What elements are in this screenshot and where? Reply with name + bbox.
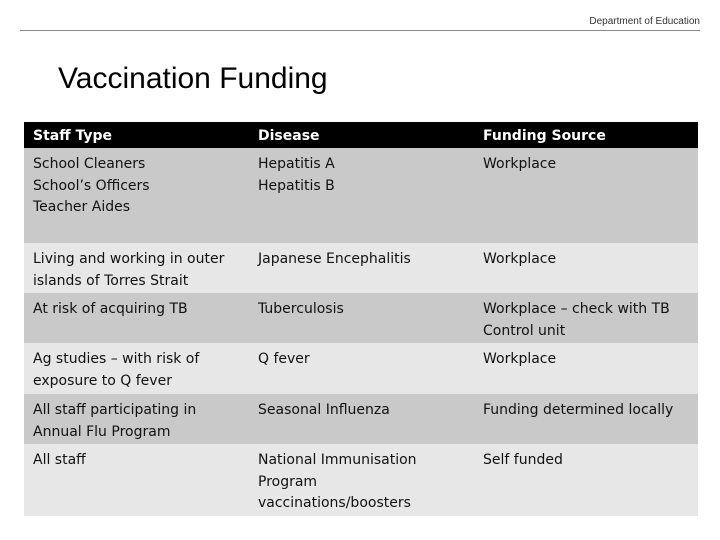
disease-cell: Hepatitis A Hepatitis B <box>249 148 474 243</box>
column-header-funding-source: Funding Source <box>474 122 698 148</box>
page-title: Vaccination Funding <box>58 62 328 95</box>
table-row <box>24 394 698 444</box>
table-row <box>24 444 698 516</box>
header-rule <box>20 30 700 31</box>
column-header-disease: Disease <box>249 122 474 148</box>
disease-cell: Seasonal Influenza <box>249 394 474 444</box>
table-row <box>24 293 698 343</box>
table-header-row <box>24 122 698 148</box>
staff-type-cell: School Cleaners School’s Officers Teacher Aides <box>24 148 249 243</box>
funding-source-cell: Workplace <box>474 343 698 394</box>
funding-source-cell: Funding determined locally <box>474 394 698 444</box>
table-row <box>24 148 698 243</box>
funding-source-cell: Workplace – check with TB Control unit <box>474 293 698 343</box>
funding-source-cell: Workplace <box>474 148 698 243</box>
staff-type-cell: At risk of acquiring TB <box>24 293 249 343</box>
disease-cell: Japanese Encephalitis <box>249 243 474 293</box>
disease-cell: Tuberculosis <box>249 293 474 343</box>
department-logo-text: Department of Education <box>589 16 700 27</box>
disease-cell: National Immunisation Program vaccinations/boosters <box>249 444 474 516</box>
table-row <box>24 243 698 293</box>
funding-source-cell: Self funded <box>474 444 698 516</box>
column-header-staff-type: Staff Type <box>24 122 249 148</box>
disease-cell: Q fever <box>249 343 474 394</box>
funding-source-cell: Workplace <box>474 243 698 293</box>
staff-type-cell: Ag studies – with risk of exposure to Q fever <box>24 343 249 394</box>
staff-type-cell: Living and working in outer islands of Torres Strait <box>24 243 249 293</box>
staff-type-cell: All staff participating in Annual Flu Program <box>24 394 249 444</box>
staff-type-cell: All staff <box>24 444 249 516</box>
vaccination-funding-table <box>24 122 698 516</box>
table-row <box>24 343 698 394</box>
